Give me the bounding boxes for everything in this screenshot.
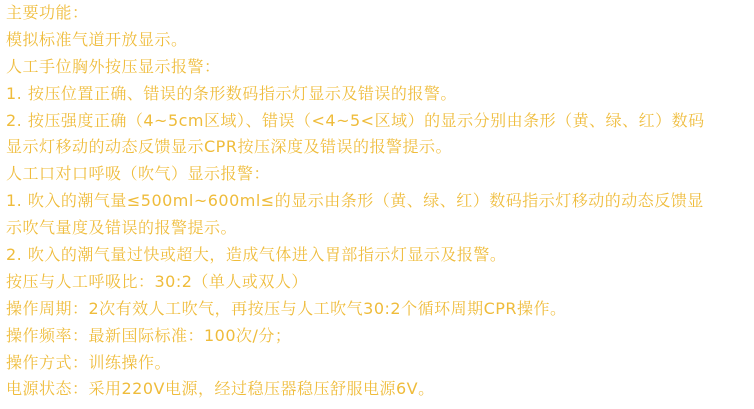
text-line: 2. 按压强度正确（4~5cm区域）、错误（<4~5<区域）的显示分别由条形（黄、绿、红）数码 (6, 110, 705, 130)
text-line: 显示灯移动的动态反馈显示CPR按压深度及错误的报警提示。 (6, 137, 452, 157)
text-line: 操作周期：2次有效人工吹气，再按压与人工吹气30:2个循环周期CPR操作。 (6, 298, 567, 318)
text-line: 模拟标准气道开放显示。 (6, 29, 188, 49)
text-line: 人工手位胸外按压显示报警： (6, 56, 221, 76)
text-line: 2. 吹入的潮气量过快或超大，造成气体进入胃部指示灯显示及报警。 (6, 245, 507, 265)
text-line: 操作频率：最新国际标准：100次/分； (6, 325, 292, 345)
text-line: 人工口对口呼吸（吹气）显示报警： (6, 164, 271, 184)
text-line: 1. 按压位置正确、错误的条形数码指示灯显示及错误的报警。 (6, 83, 457, 103)
text-line: 电源状态：采用220V电源，经过稳压器稳压舒服电源6V。 (6, 379, 435, 399)
text-line: 示吹气量度及错误的报警提示。 (6, 218, 238, 238)
text-line: 操作方式：训练操作。 (6, 352, 172, 372)
text-line: 按压与人工呼吸比：30:2（单人或双人） (6, 271, 308, 291)
heading-main-functions: 主要功能： (6, 3, 89, 22)
text-line: 1. 吹入的潮气量≤500ml~600ml≤的显示由条形（黄、绿、红）数码指示灯移动的动态反馈显 (6, 191, 704, 211)
